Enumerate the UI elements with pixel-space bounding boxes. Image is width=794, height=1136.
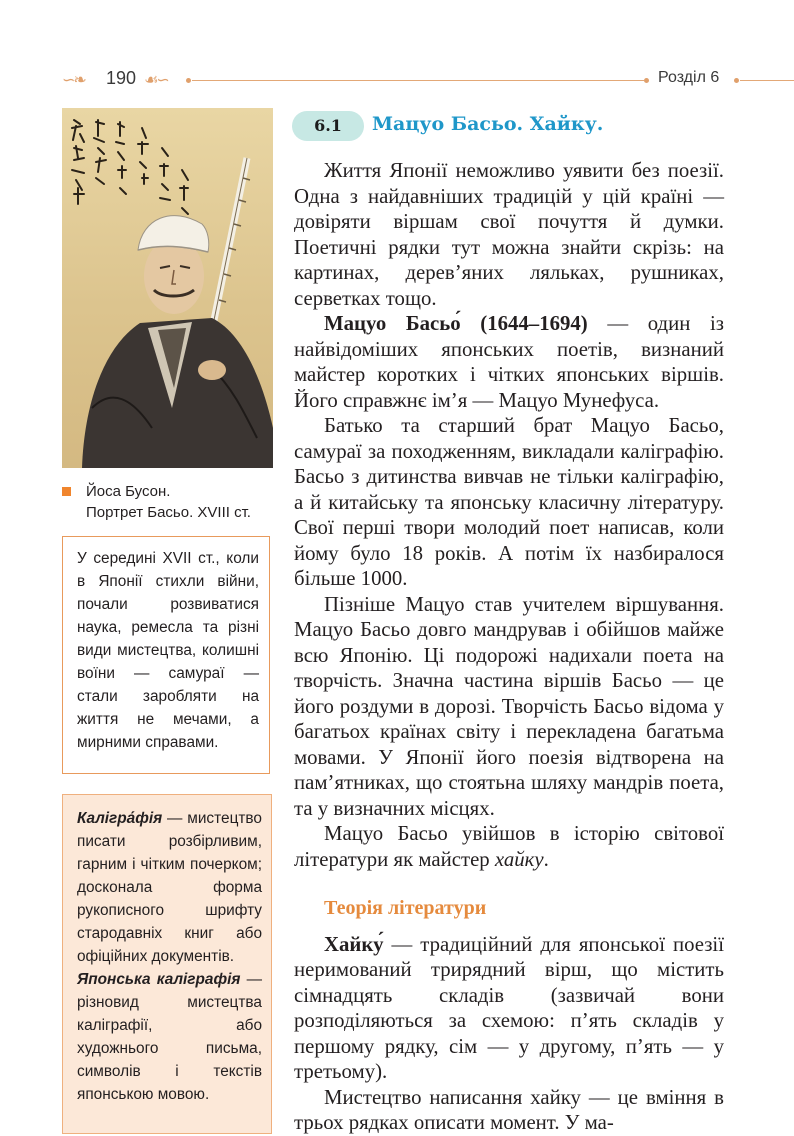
definitions-box [62, 794, 272, 1134]
article-body [294, 158, 724, 1136]
header-rule [192, 80, 644, 81]
caption-bullet-icon [62, 487, 71, 496]
basho-portrait-image [62, 108, 273, 468]
caption-title: Портрет Басьо. XVIII ст. [86, 504, 251, 521]
paragraph-haiku-definition [294, 932, 724, 1085]
page-header [0, 64, 794, 98]
legacy-text: Мацуо Басьо увійшов в історію світової літератури як майстер [294, 822, 724, 871]
header-rule-right [740, 80, 794, 81]
haiku-term-italic: хайку [494, 847, 544, 871]
basho-bio-text: — один із найвідоміших японських поетів, визнаний майстер коротких і чітких японських віршів. Його справжнє ім’я — Мацуо Мунефуса. [294, 312, 724, 412]
section-label: Розділ 6 [658, 69, 720, 86]
portrait-caption [62, 481, 277, 523]
basho-name-dates: Мацуо Басьо́ (1644–1694) [324, 312, 588, 335]
term-calligraphy: Калігра́фія [77, 810, 163, 827]
page-number: 190 [106, 68, 137, 88]
header-dot-icon [734, 78, 739, 83]
history-note-box [62, 536, 270, 774]
header-dot-icon [644, 78, 649, 83]
paragraph-travels: Пізніше Мацуо став учителем віршування. Мацуо Басьо довго мандрував і обійшов майже всю Японію. Ці подорожі надихали поета на творчість. Значна частина віршів Басьо — це його роздуми в дорозі. Творчість Басьо відома у багатьох країнах світу і перекладена багатьма мовами. У Японії його поезія відтворена на пам’ятниках, що стоятьна шляху мандрів поета, та у визначних місцях. [294, 592, 724, 820]
haiku-definition-text: — традиційний для японської поезії неримований трирядний вірш, що містить сімнадцять складів (зазвичай вони розподіляються за схемою: п’ять складів у першому рядку, сім — у другому, п’ять — у третьому). [294, 932, 724, 1083]
paragraph-basho-bio [294, 311, 724, 413]
theory-heading: Теорія літератури [324, 897, 487, 919]
ornament-left-icon: ∽❧ [62, 70, 85, 89]
section-number-badge: 6.1 [292, 111, 364, 141]
haiku-term: Хайку́ [324, 932, 384, 956]
paragraph-haiku-art: Мистецтво написання хайку — це вміння в трьох рядках описати момент. У ма- [294, 1085, 724, 1134]
definition-calligraphy: — мистецтво писати розбірливим, гарним і чітким почерком; досконала форма рукописного шрифту стародавніх книг або офіційних документів. [77, 810, 262, 965]
paragraph-family: Батько та старший брат Мацуо Басьо, самураї за походженням, викладали каліграфію. Басьо з дитинства вивчав не тільки каліграфію, а й китайську та японську класичну літературу. Свої перші твори молодий поет написав, коли йому було 18 років. А потім їх назбиралося більше 1000. [294, 414, 724, 590]
paragraph-intro: Життя Японії неможливо уявити без поезії. Одна з найдавніших традицій у цій країні — довіряти віршам свої почуття й думки. Поетичні рядки тут можна знайти скрізь: на картинах, дерев’яних ляльках, рушниках, серветках тощо. [294, 159, 724, 310]
header-dot-icon [186, 78, 191, 83]
caption-author: Йоса Бусон. [86, 483, 171, 500]
definition-japanese-calligraphy: — різновид мистецтва каліграфії, або художнього письма, символів і текстів японською мовою. [77, 971, 263, 1103]
term-japanese-calligraphy: Японська каліграфія [77, 971, 241, 988]
paragraph-legacy [294, 821, 724, 872]
legacy-end: . [543, 847, 549, 871]
ornament-right-icon: ☙∽ [144, 70, 168, 89]
article-title: Мацуо Басьо. Хайку. [372, 113, 604, 135]
history-note-text: У середині XVII ст., коли в Японії стихли війни, почали розвиватися наука, ремесла та різні види мистецтва, колишні воїни — самураї — стали заробляти на життя не мечами, а мирними справами. [77, 550, 259, 751]
